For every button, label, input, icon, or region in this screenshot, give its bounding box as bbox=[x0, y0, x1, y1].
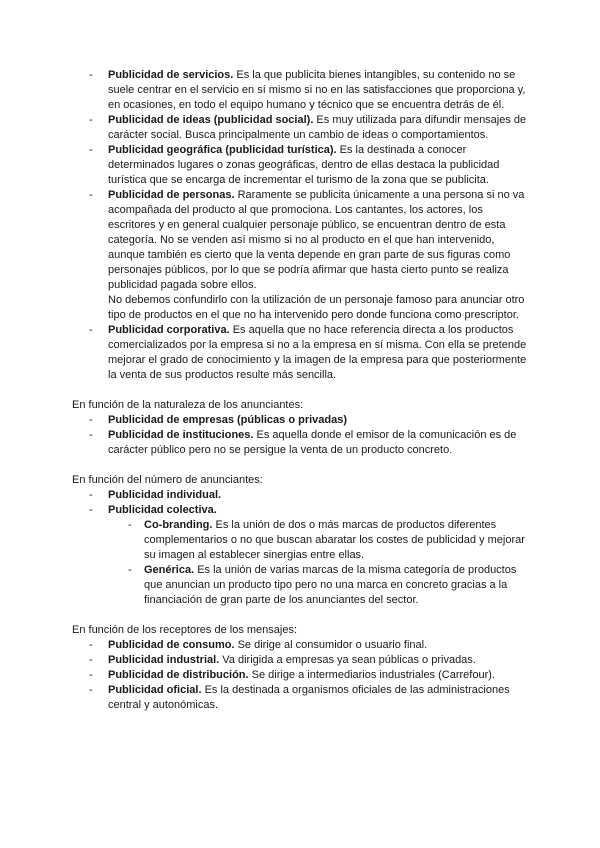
bullet-dash: - bbox=[89, 69, 93, 81]
item-term: Publicidad colectiva. bbox=[108, 504, 217, 516]
list-item bbox=[72, 488, 532, 503]
item-text: Es aquella donde el emisor de la comunicación es de carácter público pero no se persigue la venta de un producto concreto. bbox=[108, 429, 517, 456]
item-text: Es la que publicita bienes intangibles, su contenido no se suele centrar en el servicio en sí mismo si no en las satisfacciones que proporciona y, en ocasiones, en todo el equipo humano y técnico que se encuentra detrás de él. bbox=[108, 69, 526, 111]
item-text: Se dirige a intermediarios industriales (Carrefour). bbox=[248, 669, 495, 681]
list-item bbox=[72, 68, 532, 113]
item-text: Es la destinada a conocer determinados lugares o zonas geográficas, dentro de ellas destaca la publicidad turística que se encarga de incrementar el turismo de la zona que se publicita. bbox=[108, 144, 500, 186]
list-item bbox=[72, 638, 532, 653]
list-item bbox=[72, 113, 532, 143]
bullet-dash: - bbox=[89, 189, 93, 201]
list-item bbox=[72, 503, 532, 518]
section-heading: En función de la naturaleza de los anunciantes: bbox=[72, 399, 304, 411]
list-item bbox=[72, 143, 532, 188]
item-term: Co-branding. bbox=[144, 519, 213, 531]
list-item bbox=[72, 323, 532, 383]
item-term: Publicidad de empresas (públicas o privadas) bbox=[108, 414, 348, 426]
section-heading: En función del número de anunciantes: bbox=[72, 474, 263, 486]
sub-list-item bbox=[72, 518, 532, 563]
item-text: Es aquella que no hace referencia directa a los productos comercializados por la empresa si no a la empresa en sí misma. Con ella se pretende mejorar el grado de conocimiento y la imagen de la empresa para que posteriormente la venta de sus productos resulte más sencilla. bbox=[108, 324, 527, 381]
item-text: Se dirige al consumidor o usuario final. bbox=[234, 639, 428, 651]
item-term: Publicidad de personas. bbox=[108, 189, 235, 201]
list-item bbox=[72, 668, 532, 683]
item-term: Publicidad geográfica (publicidad turística). bbox=[108, 144, 337, 156]
document-body bbox=[72, 68, 532, 713]
item-text: Es la destinada a organismos oficiales de las administraciones central y autonómicas. bbox=[108, 684, 510, 711]
item-extra-paragraph: No debemos confundirlo con la utilización de un personaje famoso para anunciar otro tipo de productos en el que no ha intervenido pero donde funciona como prescriptor. bbox=[108, 294, 525, 321]
item-term: Publicidad de ideas (publicidad social). bbox=[108, 114, 314, 126]
sub-list-item bbox=[72, 563, 532, 608]
list-item bbox=[72, 653, 532, 668]
item-text: Va dirigida a empresas ya sean públicas o privadas. bbox=[219, 654, 476, 666]
bullet-dash: - bbox=[89, 504, 93, 516]
item-text: Raramente se publicita únicamente a una persona si no va acompañada del producto al que promociona. Los cantantes, los actores, los escritores y en general cualquier personaje público, se encuentran dentro de esta categoría. No se venden así mismo si no al producto en el que han intervenido, aunque también es cierto que la venta depende en gran parte de sus figuras como personajes públicos, por lo que se podría afirmar que hasta cierto punto se realiza publicidad pagada sobre ellos. bbox=[108, 189, 525, 291]
bullet-dash: - bbox=[89, 489, 93, 501]
bullet-dash: - bbox=[128, 564, 132, 576]
item-term: Publicidad de distribución. bbox=[108, 669, 249, 681]
item-text: Es la unión de varias marcas de la misma categoría de productos que anuncian un producto tipo pero no una marca en concreto gracias a la financiación de gran parte de los anunciantes del sector. bbox=[144, 564, 517, 606]
bullet-dash: - bbox=[89, 684, 93, 696]
list-item bbox=[72, 413, 532, 428]
item-term: Publicidad de instituciones. bbox=[108, 429, 254, 441]
bullet-dash: - bbox=[89, 114, 93, 126]
item-term: Publicidad oficial. bbox=[108, 684, 202, 696]
item-text: Es muy utilizada para difundir mensajes de carácter social. Busca principalmente un cambio de ideas o comportamientos. bbox=[108, 114, 527, 141]
item-term: Publicidad industrial. bbox=[108, 654, 220, 666]
bullet-dash: - bbox=[89, 144, 93, 156]
bullet-dash: - bbox=[89, 654, 93, 666]
list-item bbox=[72, 188, 532, 323]
bullet-dash: - bbox=[89, 639, 93, 651]
item-term: Genérica. bbox=[144, 564, 195, 576]
item-term: Publicidad individual. bbox=[108, 489, 222, 501]
bullet-dash: - bbox=[89, 669, 93, 681]
bullet-dash: - bbox=[89, 414, 93, 426]
item-term: Publicidad de servicios. bbox=[108, 69, 234, 81]
bullet-dash: - bbox=[89, 429, 93, 441]
item-term: Publicidad corporativa. bbox=[108, 324, 230, 336]
list-item bbox=[72, 428, 532, 458]
section-heading: En función de los receptores de los mensajes: bbox=[72, 624, 298, 636]
bullet-dash: - bbox=[128, 519, 132, 531]
item-term: Publicidad de consumo. bbox=[108, 639, 235, 651]
item-text: Es la unión de dos o más marcas de productos diferentes complementarios o no que buscan abaratar los costes de publicidad y mejorar su imagen al establecer sinergias entre ellas. bbox=[144, 519, 525, 561]
bullet-dash: - bbox=[89, 324, 93, 336]
list-item bbox=[72, 683, 532, 713]
